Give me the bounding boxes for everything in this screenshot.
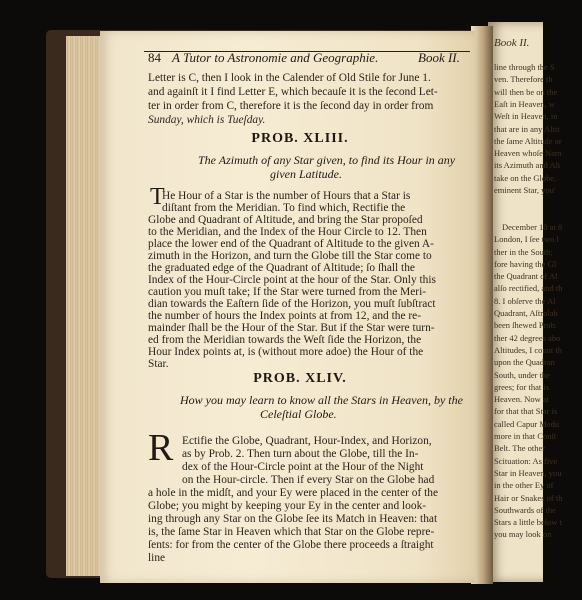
body-line: as by Prob. 2. Then turn about the Globe, till the In- (182, 448, 419, 460)
right-page-line: its Azimuth and Alt (494, 160, 561, 171)
prob44-subtitle: How you may learn to know all the Stars in Heaven, by the (180, 393, 463, 407)
right-page-line: Scituation: As five (494, 455, 558, 466)
right-page-line: 8. I obſerve the Al (494, 295, 556, 306)
body-line: to the Meridian, and the Index of the Hour Circle to 12. Then (148, 226, 427, 238)
right-page-line: grees; for that is (494, 381, 549, 392)
right-page-line: fore having the Gl (494, 258, 557, 269)
body-line: caution you muſt take; If the Star were turned from the Meri- (148, 286, 427, 298)
right-page-line: called Capur Medu (494, 418, 560, 429)
body-line: Globe and Quadrant of Altitude, and bring the Star propoſed (148, 214, 423, 226)
right-page-line: line through the S (494, 62, 555, 72)
book-label: Book II. (418, 50, 460, 65)
prob43-subtitle: given Latitude. (270, 167, 342, 181)
body-line: Index of the Hour-Circle point at the hour of the Star. Only this (148, 274, 436, 286)
intro-line: Letter is C, then I look in the Calender of Old Stile for June 1. (148, 72, 431, 84)
intro-line: and againſt it I find Letter E, which becauſe it is the ſecond Let- (148, 86, 438, 98)
body-line: zimuth in the Horizon, and turn the Globe till the Star come to (148, 250, 432, 262)
running-header (148, 50, 468, 68)
body-line: He Hour of a Star is the number of Hours that a Star is (162, 190, 411, 202)
body-line: ed from the Meridian towards the Weſt ſide the Horizon, the (148, 334, 422, 346)
right-page-line: South, under the (494, 369, 550, 380)
body-line: Ectifie the Globe, Quadrant, Hour-Index, and Horizon, (182, 435, 432, 447)
right-page-line: upon the Quadran (494, 357, 555, 368)
body-line: ſents: for from the center of the Globe there proceeds a ſtraight (148, 539, 434, 551)
prob44-initial: R (148, 427, 174, 469)
right-page-line: in the other Ey of (494, 480, 554, 491)
right-page-line: alſo rectified, and th (494, 283, 563, 294)
prob44-heading: PROB. XLIV. (253, 371, 347, 386)
right-page-line: Weſt in Heaven, in (494, 111, 558, 122)
body-line: is, the ſame Star in Heaven which that Star on the Globe repre- (148, 526, 435, 538)
right-page-line: London, I ſee two l (494, 234, 559, 245)
intro-line: Sunday, which is Tueſday. (148, 114, 266, 126)
right-page-line: ther in the South; (494, 246, 553, 257)
right-page-line: Heaven whoſe Nam (494, 148, 562, 159)
right-page-line: Star in Heaven, you (494, 467, 562, 478)
right-page-line: eminent Star, you' (494, 185, 556, 195)
right-page-line: been ſhewed Prob. (494, 320, 558, 331)
body-line: on the Hour-circle. Then if every Star on the Globe had (182, 474, 435, 486)
body-line: diſtant from the Meridian. To find which, Rectifie the (162, 202, 406, 214)
right-page-line: Altitudes, I count th (494, 344, 562, 355)
right-page-line: take on the Globe, (494, 172, 557, 183)
right-page-line: more in that Conſt (494, 431, 557, 441)
right-page-header: Book II. (494, 37, 530, 49)
body-line: a hole in the midſt, and your Ey were placed in the center of the (148, 487, 439, 499)
right-page-line: Quadrant, Aſtrolab (494, 308, 558, 318)
right-page (488, 22, 563, 582)
right-page-line: that are in any Altit (494, 123, 560, 134)
right-page-line: Heaven. Now at (494, 394, 549, 405)
prob43-heading: PROB. XLIII. (251, 131, 349, 146)
body-line: Star. (148, 358, 169, 370)
right-page-line: ven. Therefore th (494, 74, 553, 85)
intro-line: ter in order from C, therefore it is the ſecond day in order from (148, 100, 434, 112)
prob43-initial: T (150, 184, 165, 210)
body-line: Globe; you might by keeping your Ey in the center and look- (148, 500, 427, 512)
right-page-line: Hair or Snakes of th (494, 492, 563, 503)
body-line: the number of hours the Index points at from 12, and the re- (148, 310, 421, 322)
body-line: line (148, 552, 166, 564)
body-line: Hour Index points at, is (without more adoe) the Hour of the (148, 346, 424, 358)
body-line: dian towards the Eaſtern ſide of the Horizon, you muſt ſubſtract (148, 298, 436, 310)
right-page-line: Stars a little below t (494, 517, 562, 528)
page-number: 84 (148, 50, 161, 65)
right-page-line: Eaſt in Heaven, w (494, 98, 555, 109)
left-page (100, 31, 475, 583)
right-page-line: the ſame Altitude or (494, 135, 562, 146)
right-page-line: the Quadrant of Al (494, 271, 558, 282)
running-title: A Tutor to Astronomie and Geographie. (172, 50, 379, 65)
right-page-line: ther 42 degrees abo (494, 332, 561, 343)
prob43-subtitle: The Azimuth of any Star given, to find its Hour in any (198, 153, 456, 167)
prob44-subtitle: Celeſtial Globe. (260, 407, 337, 421)
body-line: place the lower end of the Quadrant of Altitude to the given A- (148, 238, 434, 250)
body-line: mainder ſhall be the Hour of the Star. But if the Star were turn- (148, 322, 435, 334)
right-page-line: you may look on (494, 529, 552, 540)
body-line: ing through any Star on the Globe ſee its Match in Heaven: that (148, 513, 438, 525)
right-page-line: for that that Star is (494, 406, 558, 417)
right-page-line: December 10 at 8 (502, 221, 563, 232)
right-page-line: will then be on the (494, 86, 558, 97)
body-line: the graduated edge of the Quadrant of Altitude; ſo ſhall the (148, 262, 415, 274)
right-page-line: Southwards of the (494, 504, 556, 515)
body-line: dex of the Hour-Circle point at the Hour of the Night (182, 461, 424, 473)
right-page-line: Belt. The other (494, 443, 546, 454)
